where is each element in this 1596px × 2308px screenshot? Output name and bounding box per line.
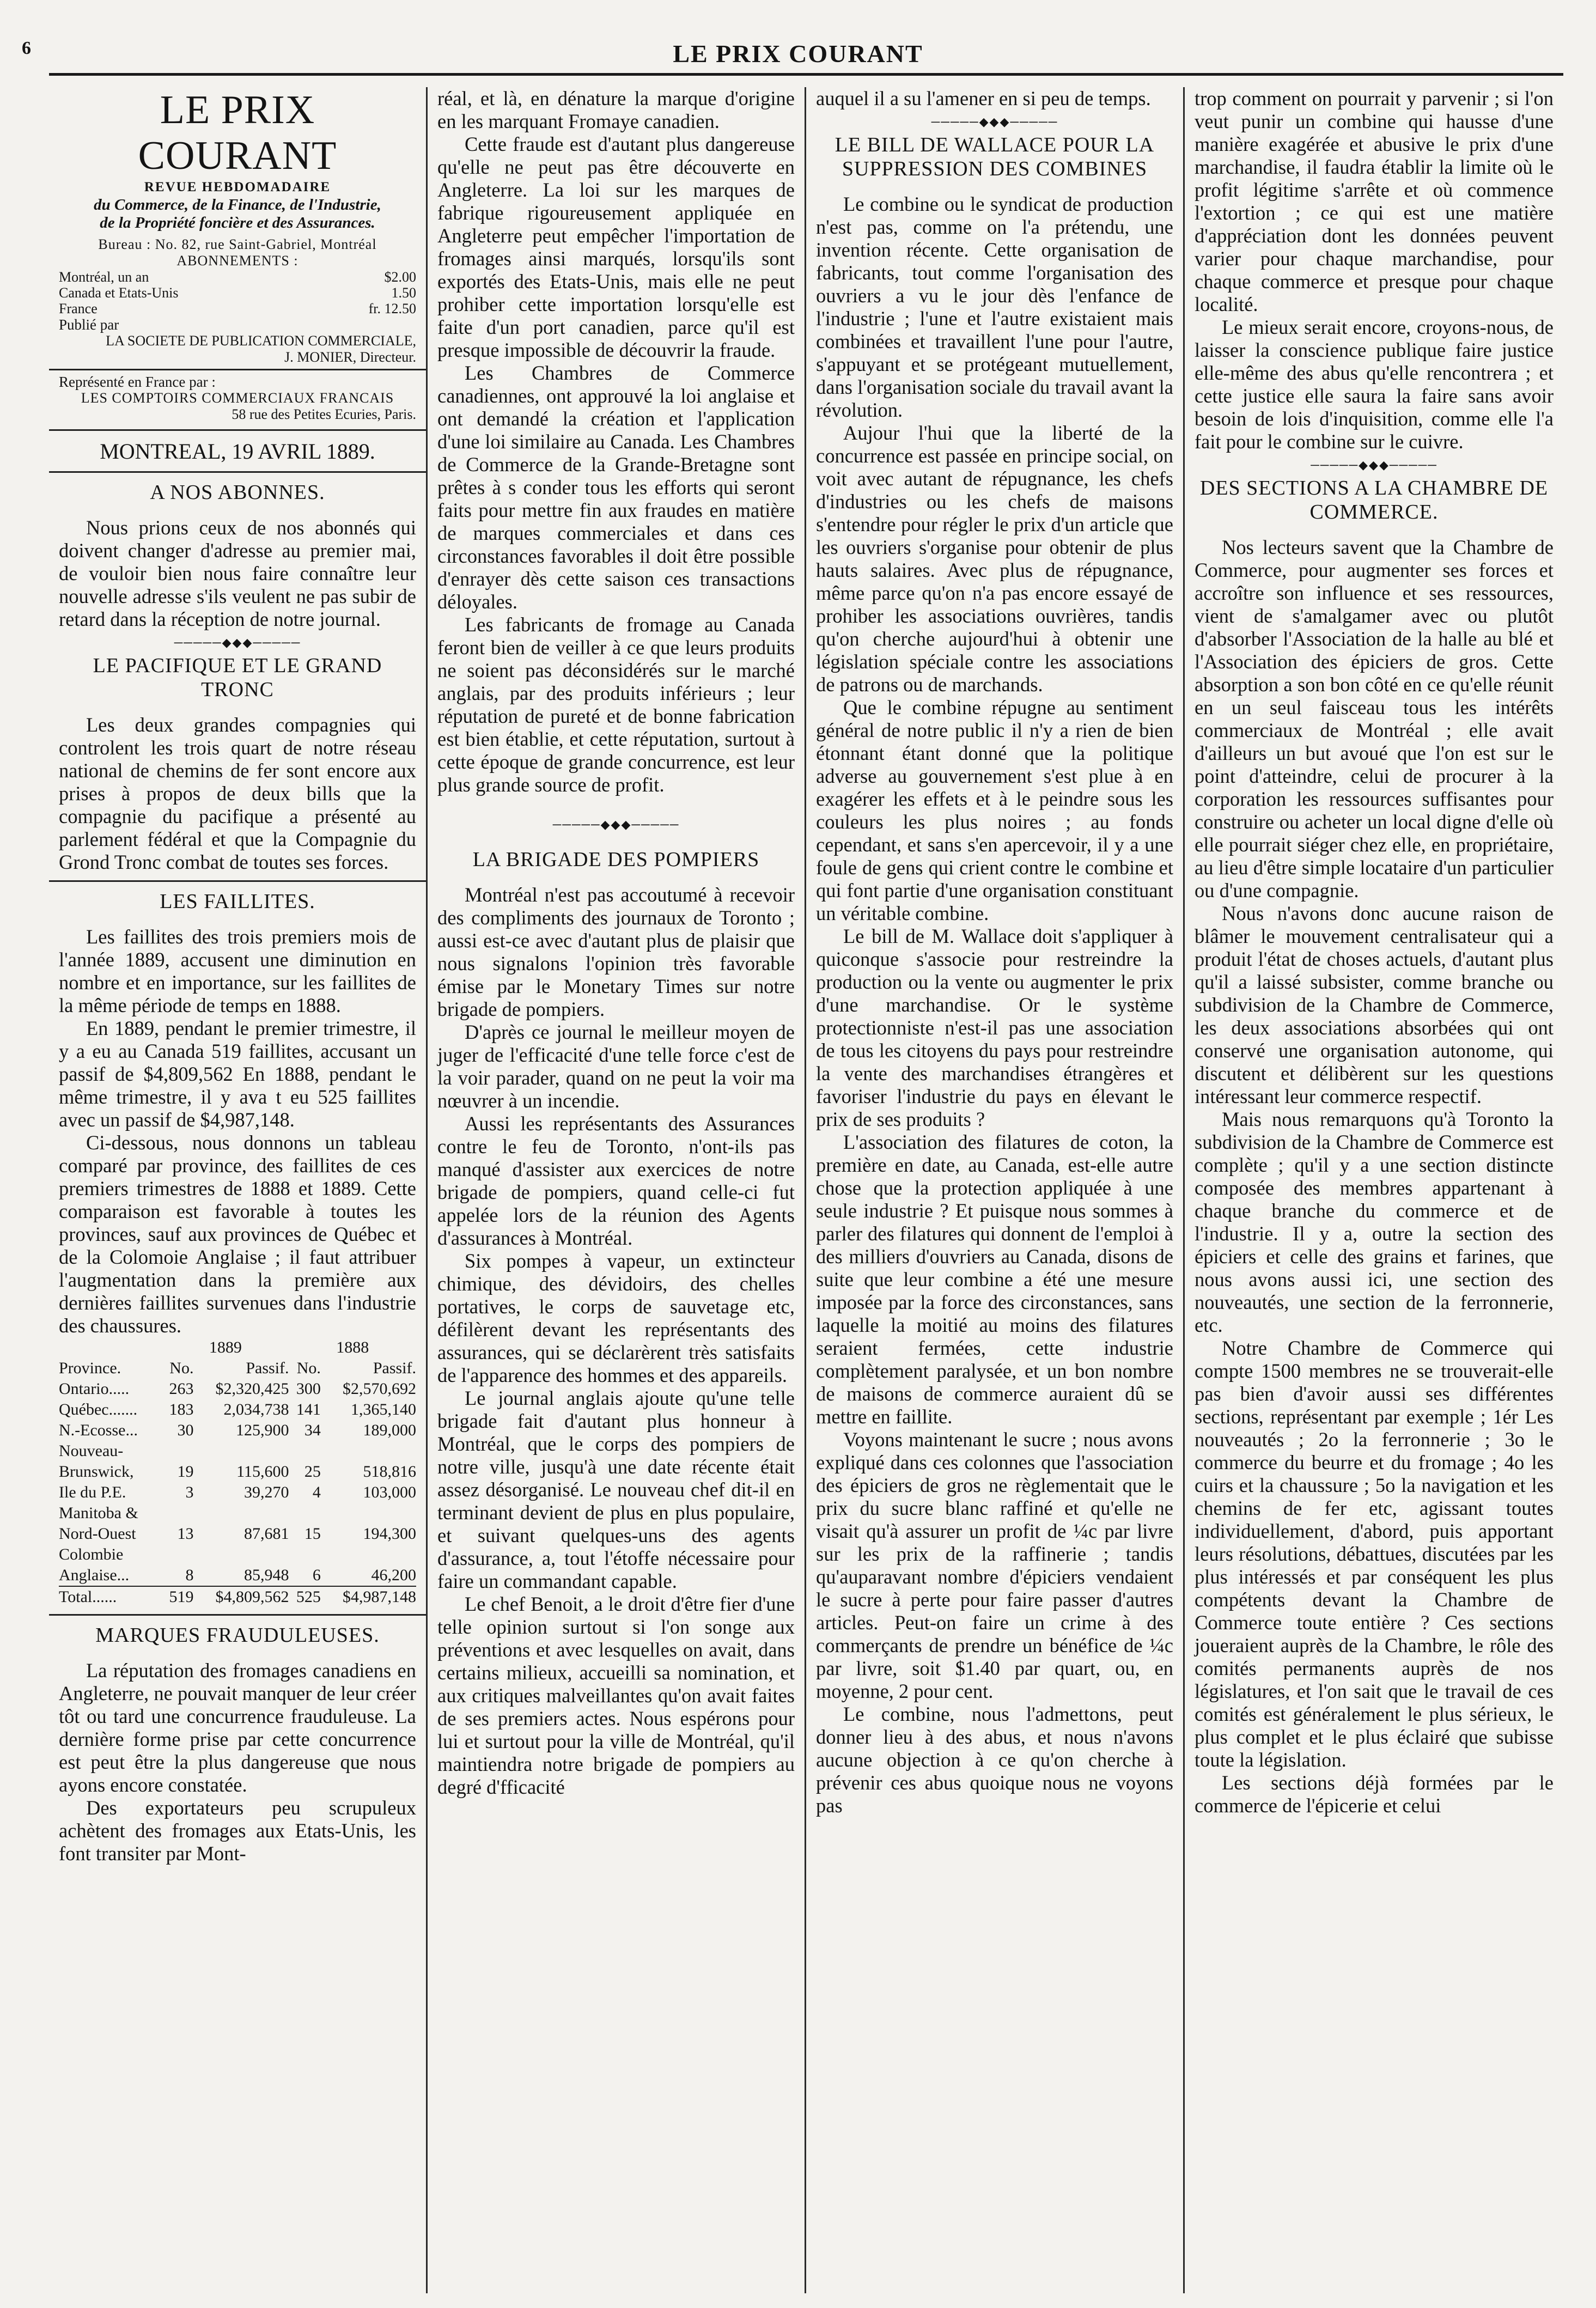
article-paragraph: réal, et là, en dénature la marque d'origine en les marquant Fromaye canadien. [437,87,795,132]
table-cell: 13 [177,1525,194,1543]
table-cell: 46,200 [371,1566,416,1584]
table-cell: 1,365,140 [351,1400,416,1418]
table-cell: 300 [296,1380,321,1398]
table-row [59,1544,416,1565]
section-title-marques: MARQUES FRAUDULEUSES. [95,1624,380,1647]
publisher-label: Publié par [59,316,119,333]
column-header: Province. [59,1359,121,1377]
divider [49,880,426,882]
article-paragraph: Nous n'avons donc aucune raison de blâmer le mouvement centralisateur qui a produit l'état de choses actuels, d'autant plus qu'il a laissé subsister, comme branche ou subdivision de la Chambre de Commerce, les deux associations absorbées qui ont conservé une organisation autonome, qui discutent et délibèrent sur les questions intéressant leur commerce respectif. [1195,902,1554,1107]
table-cell: 103,000 [363,1483,416,1501]
masthead-tagline-1: du Commerce, de la Finance, de l'Industrie, [94,196,381,214]
rate-label: France [59,301,98,316]
table-header-row [59,1358,416,1379]
rate-row [59,285,416,301]
divider [49,369,426,370]
table-row [59,1399,416,1420]
table-cell [162,1544,193,1565]
top-rule [49,73,1563,76]
column-header: No. [169,1359,194,1377]
table-cell: 115,600 [236,1463,289,1481]
section-title-pacifique: LE PACIFIQUE ET LE GRAND TRONC [93,654,382,701]
publisher-director: J. MONIER, Directeur. [284,349,416,365]
article-paragraph: Des exportateurs peu scrupuleux achètent des fromages aux Etats-Unis, les font transiter par Mont- [59,1797,416,1865]
column-header: No. [296,1359,321,1377]
table-cell: Nord-Ouest [59,1525,136,1543]
table-cell [321,1503,416,1524]
table-cell: 6 [312,1566,321,1584]
masthead-title: LE PRIX COURANT [138,88,337,178]
section-title-sections: DES SECTIONS A LA CHAMBRE DE COMMERCE. [1199,477,1549,523]
article-paragraph: Les faillites des trois premiers mois de l'année 1889, accusent une diminution en nombre et en importance, sur les faillites de la même période de temps en 1888. [59,925,416,1016]
table-cell [289,1544,321,1565]
article-paragraph: Les deux grandes compagnies qui controlent les trois quart de notre réseau national de chemins de fer sont encore aux prises à propos de deux bills que la compagnie du pacifique a présenté au parlement fédéral et que la Compagnie du Grond Tronc combat de toutes ses forces. [59,714,416,873]
table-cell: 125,900 [236,1421,289,1439]
article-paragraph: Aussi les représentants des Assurances contre le feu de Toronto, n'ont-ils pas manqué d'assister aux exercices de notre brigade de pompiers, quand celle-ci fut appelée lors de la réunion des Agents d'assurances à Montréal. [437,1112,795,1249]
table-cell: 30 [177,1421,194,1439]
table-cell: 15 [304,1525,321,1543]
table-row [59,1503,416,1524]
article-paragraph: trop comment on pourrait y parvenir ; si l'on veut punir un combine qui hausse d'une manière exagérée et abusive le prix d'une marchandise, il faudra établir la limite où le profit légitime s'arrête et où commence l'extortion ; ce qui est une matière d'appréciation dont les données peuvent varier pour chaque marchandise, pour chaque commerce et presque pour chaque localité. [1195,87,1554,315]
representative-name: LES COMPTOIRS COMMERCIAUX FRANCAIS [81,390,394,406]
column-header: Passif. [246,1359,289,1377]
table-cell: 85,948 [244,1566,289,1584]
table-cell: Colombie [59,1545,124,1563]
table-row [59,1565,416,1586]
table-cell: 141 [296,1400,321,1418]
article-paragraph: Les fabricants de fromage au Canada feront bien de veiller à ce que leurs produits ne soient pas déconsidérés sur le marché anglais, par des produits inférieurs ; leur réputation de pureté et de bonne fabrication est bien établie, et cette réputation, surtout à cette époque de grande concurrence, est leur plus grande source de profit. [437,613,795,796]
table-cell [289,1441,321,1461]
article-paragraph: Le bill de M. Wallace doit s'appliquer à quiconque s'associe pour restreindre la production ou la vente ou augmenter le prix d'une marchandise. Or le système protectionniste n'est-il pas une association de tous les citoyens du pays pour restreindre la vente des marchandises étrangères et favoriser l'industrie du pays en élevant le prix de ses produits ? [816,925,1173,1130]
masthead-tagline-2: de la Propriété foncière et des Assurances. [100,214,375,232]
table-cell: 3 [185,1483,194,1501]
table-cell: Québec....... [59,1400,138,1418]
article-paragraph: auquel il a su l'amener en si peu de temps. [816,87,1151,109]
table-cell: $4,987,148 [321,1586,416,1607]
table-cell: 19 [177,1463,194,1481]
article-paragraph: Cette fraude est d'autant plus dangereuse qu'elle ne peut pas être découverte en Angleterre. La loi sur les marques de fabrique rigoureusement appliquée en Angleterre peut empêcher l'importation de fromages ainsi marqués, lorsqu'ils sont exportés des Etats-Unis, mais elle ne peut prohiber cette importation lorsqu'elle est faite d'un port canadien, parce qu'il est presque impossible de découvrir la fraude. [437,133,795,361]
rate-row [59,301,416,316]
article-paragraph: Montréal n'est pas accoutumé à recevoir des compliments des journaux de Toronto ; aussi est-ce avec d'autant plus de plaisir que nous signalons l'opinion très favorable émise par le Monetary Times sur notre brigade de pompiers. [437,884,795,1020]
column-2 [428,87,806,2293]
column-3 [806,87,1185,2293]
table-cell: Anglaise... [59,1566,130,1584]
ornament-divider: ─────◆◆◆───── [1311,458,1437,472]
table-cell: Total...... [59,1586,162,1607]
table-year-row [59,1337,416,1358]
article-paragraph: Six pompes à vapeur, un extincteur chimique, des dévidoirs, des chelles portatives, le corps de sauvetage etc, défilèrent devant les représentants des assurances, qui se déclarèrent très satisfaits de l'apparence des hommes et des appareils. [437,1250,795,1386]
column-4 [1185,87,1563,2293]
table-cell: 25 [304,1463,321,1481]
table-cell: 525 [289,1586,321,1607]
article-paragraph: Les sections déjà formées par le commerce de l'épicerie et celui [1195,1771,1554,1817]
columns [49,87,1563,2293]
article-paragraph: La réputation des fromages canadiens en Angleterre, ne pouvait manquer de leur créer tôt ou tard une concurrence frauduleuse. La dernière forme prise par cette concurrence est peut être la plus dangereuse que nous ayons encore constatée. [59,1659,416,1796]
article-paragraph: Ci-dessous, nous donnons un tableau comparé par province, des faillites de ces premiers trimestres de 1888 et 1889. Cette comparaison est favorable à toutes les provinces, sauf aux provinces de Québec et de la Colomoie Anglaise ; il faut attribuer l'augmentation dans la première aux dernières faillites survenues dans l'industrie des chaussures. [59,1131,416,1337]
rate-label: Montréal, un an [59,269,149,285]
rate-price: 1.50 [391,285,416,301]
table-cell [162,1441,193,1461]
article-paragraph: Aujour l'hui que la liberté de la concurrence est passée en principe social, on voit avec autant de répugnance, les chefs d'industries ou les chefs de maisons s'entendre pour régler le prix d'un article que les ouvriers s'organise pour obtenir de plus hauts salaires. Avec plus de répugnance, même parce qu'on n'a pas encore essayé de prohiber les associations ouvrières, tandis qu'on cherche aujourd'hui à obtenir une législation spéciale contre les associations de patrons ou de marchands. [816,422,1173,696]
table-cell [193,1544,289,1565]
page-number: 6 [22,38,31,58]
masthead-abonnements: ABONNEMENTS : [176,253,299,269]
ornament-divider: ─────◆◆◆───── [552,818,680,831]
article-paragraph: Le mieux serait encore, croyons-nous, de laisser la conscience publique faire justice elle-même des abus qu'elle rencontrera ; et cette justice elle saura la faire sans avoir besoin de lois d'inquisition, comme elle l'a fait pour le combine sur le cuivre. [1195,316,1554,453]
table-row [59,1482,416,1503]
table-cell [321,1544,416,1565]
section-title-wallace: LE BILL DE WALLACE POUR LA SUPPRESSION DES COMBINES [834,133,1155,180]
representative-label: Représenté en France par : [59,374,216,390]
table-cell: Nouveau- [59,1442,124,1460]
table-cell: N.-Ecosse... [59,1421,138,1439]
table-cell [321,1441,416,1461]
table-cell [193,1441,289,1461]
table-cell: 189,000 [363,1421,416,1439]
rate-label: Canada et Etats-Unis [59,285,179,301]
article-paragraph: Mais nous remarquons qu'à Toronto la subdivision de la Chambre de Commerce est complète ; qu'il y a une section distincte composée des membres appartenant à chaque branche du commerce et de l'industrie. Il y a, outre la section des épiciers et celle des grains et farines, que nous avons aussi ici, une section des nouveautés, une section de la ferronnerie, etc. [1195,1108,1554,1336]
table-cell: 183 [169,1400,194,1418]
column-header: Passif. [373,1359,416,1377]
table-cell [162,1503,193,1524]
dateline: MONTREAL, 19 AVRIL 1889. [100,439,375,464]
table-cell [193,1503,289,1524]
section-title-faillites: LES FAILLITES. [160,890,315,913]
table-cell: 263 [169,1380,194,1398]
table-cell: 4 [312,1483,321,1501]
table-row [59,1420,416,1441]
masthead-bureau: Bureau : No. 82, rue Saint-Gabriel, Montréal [98,236,377,252]
divider [49,1614,426,1616]
running-title: LE PRIX COURANT [673,40,923,68]
table-cell: $4,809,562 [193,1586,289,1607]
table-total-row [59,1586,416,1607]
table-cell: $2,320,425 [215,1380,289,1398]
rate-row [59,269,416,285]
table-row [59,1441,416,1461]
table-cell: 39,270 [244,1483,289,1501]
table-cell: 34 [304,1421,321,1439]
table-row [59,1379,416,1399]
table-cell: Ile du P.E. [59,1483,126,1501]
rate-price: $2.00 [384,269,416,285]
table-cell: 194,300 [363,1525,416,1543]
table-cell: 8 [185,1566,194,1584]
article-paragraph: Le journal anglais ajoute qu'une telle brigade fait d'autant plus honneur à Montréal, que le corps des pompiers de notre ville, jusqu'à une date récente était assez désorganisé. Le nouveau chef dit-il en terminant devient de plus en plus populaire, et suivant quelques-uns des agents d'assurance, a, tout l'étoffe nécessaire pour faire un commandant capable. [437,1387,795,1592]
table-cell: Manitoba & [59,1504,138,1522]
table-cell: $2,570,692 [343,1380,416,1398]
representative-address: 58 rue des Petites Ecuries, Paris. [232,406,416,422]
year-label: 1888 [336,1338,369,1356]
article-paragraph: Le chef Benoit, a le droit d'être fier d'une telle opinion surtout si l'on songe aux préventions et avec lesquelles on avait, dans certains milieux, accueilli sa nomination, et aux critiques malveillantes qu'on avait faites de ses premiers actes. Nous espérons pour lui et surtout pour la ville de Montréal, qu'il maintiendra notre brigade de pompiers au degré d'fficacité [437,1593,795,1798]
year-label: 1889 [209,1338,242,1356]
table-cell: Ontario..... [59,1380,130,1398]
article-paragraph: En 1889, pendant le premier trimestre, il y a eu au Canada 519 faillites, accusant un passif de $4,809,562 En 1888, pendant le même trimestre, il y ava t eu 525 faillites avec un passif de $4,987,148. [59,1017,416,1131]
article-paragraph: Nous prions ceux de nos abonnés qui doivent changer d'adresse au premier mai, de vouloir bien nous faire connaître leur nouvelle adresse s'ils veulent ne pas subir de retard dans la réception de notre journal. [59,516,416,630]
table-cell: 518,816 [363,1463,416,1481]
article-paragraph: Voyons maintenant le sucre ; nous avons expliqué dans ces colonnes que l'association des épiciers de gros ne règlementait que le prix du sucre blanc raffiné et qu'elle ne visait qu'à assurer un profit de ¼c par livre sur les prix de la raffinerie ; tandis qu'auparavant nombre d'épiciers vendaient le sucre à perte pour faire passer d'autres articles. Peut-on faire un crime à des commerçants de prendre un bénéfice de ¼c par livre, soit $1.40 par quart, ou, en moyenne, 2 pour cent. [816,1428,1173,1702]
table-row [59,1461,416,1482]
table-cell: Brunswick, [59,1463,134,1481]
column-1 [49,87,428,2293]
table-cell [289,1503,321,1524]
article-paragraph: D'après ce journal le meilleur moyen de juger de l'efficacité d'une telle force c'est de la voir parader, quand on ne peut la voir ma nœuvrer à un incendie. [437,1021,795,1112]
section-title-abonnes: A NOS ABONNES. [150,481,325,504]
table-cell: 87,681 [244,1525,289,1543]
article-paragraph: Les Chambres de Commerce canadiennes, ont approuvé la loi anglaise et ont demandé la création et l'application d'une loi similaire au Canada. Les Chambres de Commerce de la Grande-Bretagne sont prêtes à s conder tous les efforts qui seront faits pour mettre fin aux fraudes en matière de marques commerciales et dans ces circonstances favorables il doit être possible d'enrayer dès cette saison ces transactions déloyales. [437,362,795,613]
rate-price: fr. 12.50 [368,301,416,316]
masthead-subtitle: REVUE HEBDOMADAIRE [144,180,331,194]
table-cell: 2,034,738 [223,1400,289,1418]
article-paragraph: L'association des filatures de coton, la première en date, au Canada, est-elle autre chose que la protection appliquée à une seule industrie ? Et puisque nous sommes à parler des filatures qui donnent de l'emploi à des milliers d'ouvriers au Canada, disons de suite que leur combine a été une mesure imposée par la force des circonstances, sans laquelle la moitié au moins des filatures seraient fermées, cette industrie complètement paralysée, et un bon nombre de maisons de commerce auraient dû se mettre en faillite. [816,1131,1173,1428]
article-paragraph: Le combine, nous l'admettons, peut donner lieu à des abus, et nous n'avons aucune objection à ce qu'on cherche à prévenir ces abus quoique nous ne voyons pas [816,1703,1173,1817]
article-paragraph: Notre Chambre de Commerce qui compte 1500 membres ne se trouverait-elle pas bien d'avoir aussi ses différentes sections, représentant par exemple ; 1ér Les nouveautés ; 2o la ferronnerie ; 3o le commerce du beurre et du fromage ; 4o les cuirs et la chaussure ; 5o la navigation et les chemins de fer etc, agissant toutes individuellement, d'abord, puis apportant leurs résolutions, débattues, discutées par les plus intéressés et par conséquent les plus compétents devant la Chambre de Commerce toute entière ? Ces sections joueraient auprès de la Chambre, le rôle des comités permanents auprès de nos législatures, et l'on sait que le travail de ces comités est généralement le plus sérieux, le plus complet et le plus éclairé que subisse toute la législation. [1195,1337,1554,1771]
ornament-divider: ─────◆◆◆───── [931,115,1058,129]
article-paragraph: Nos lecteurs savent que la Chambre de Commerce, pour augmenter ses forces et accroître son influence et ses ressources, vient de s'amalgamer avec ou plutôt d'absorber l'Association de la halle au blé et l'Association des épiciers de gros. Cette absorption a son bon côté en ce qu'elle réunit en un seul faisceau tous les intérêts commerciaux de Montréal ; elle avait d'ailleurs un but avoué que l'on est sur le point d'atteindre, celui de procurer à la corporation les ressources suffisantes pour construire ou acheter un local digne d'elle où elle pourrait siéger chez elle, en propriétaire, au lieu d'être simple locataire d'un particulier ou d'une compagnie. [1195,536,1554,902]
section-title-brigade: LA BRIGADE DES POMPIERS [472,848,760,871]
article-paragraph: Que le combine répugne au sentiment général de notre public il n'y a rien de bien étonnant étant donné que la politique adverse au gouvernement s'est plue à en exagérer les effets et à le peindre sous les couleurs les plus noires ; au fonds cependant, et sans s'en apercevoir, il y a une foule de gens qui crient contre le combine et qui font partie d'une organisation constituant un véritable combine. [816,696,1173,924]
table-cell: 519 [162,1586,193,1607]
divider [49,429,426,431]
article-paragraph: Le combine ou le syndicat de production n'est pas, comme on l'a prétendu, une invention récente. Cette organisation de fabricants, tout comme l'organisation des ouvriers a vu le jour dès l'enfance de l'industrie ; l'une et l'autre existaient mais combinées et travaillent l'une pour l'autre, s'appuyant et se protégeant mutuellement, dans l'organisation sociale du travail avant la révolution. [816,193,1173,421]
publisher-name: LA SOCIETE DE PUBLICATION COMMERCIALE, [106,333,416,349]
faillites-table [59,1337,416,1607]
ornament-divider: ─────◆◆◆───── [174,636,301,649]
divider [49,471,426,473]
table-row [59,1524,416,1544]
